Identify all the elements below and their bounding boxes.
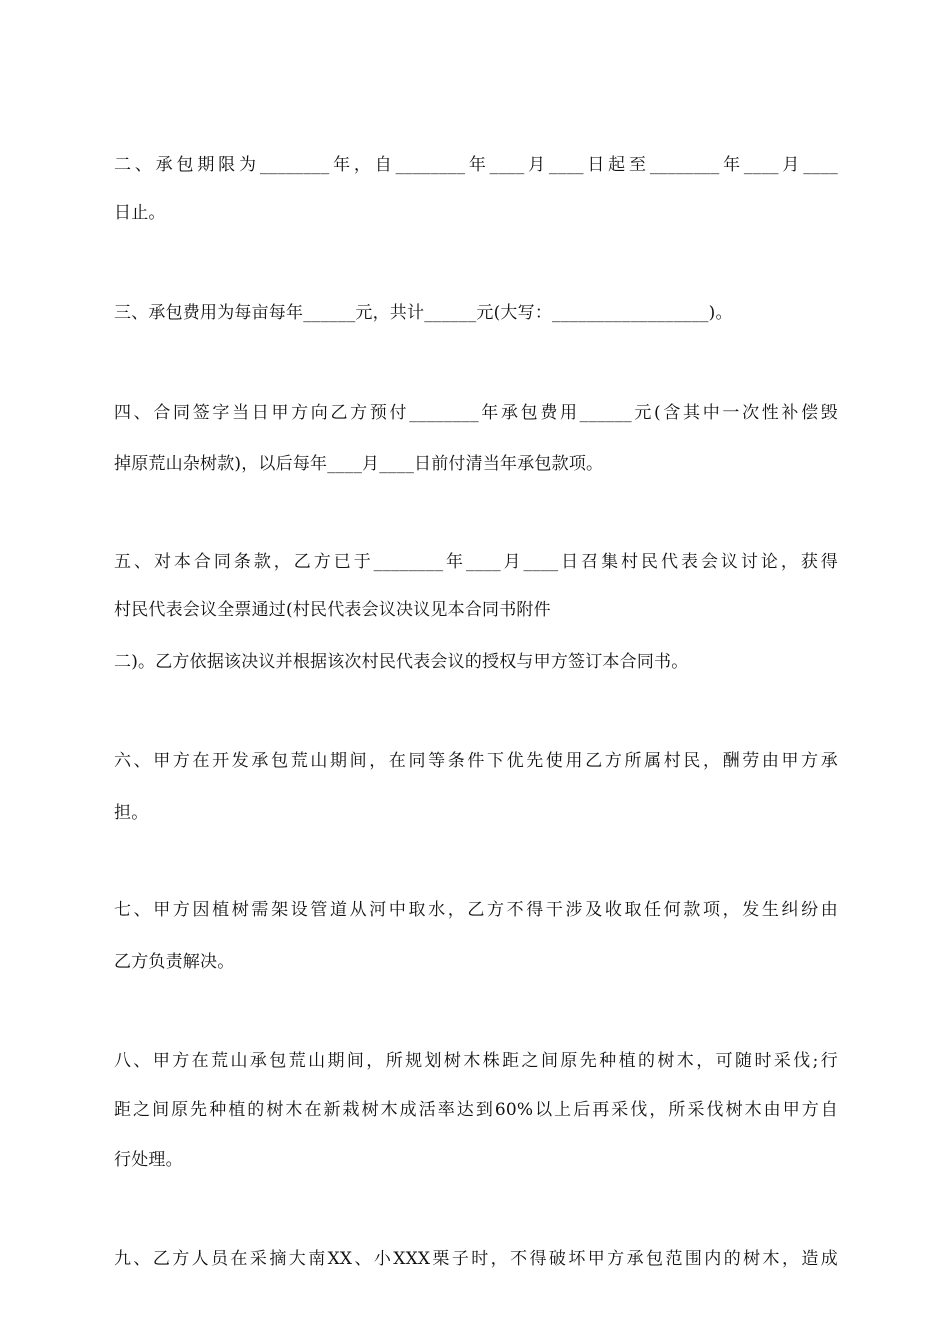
clause-5-line-1: 五、对本合同条款，乙方已于________年____月____日召集村民代表会议讨论，获得 [114,552,838,572]
clause-8-line-1: 八、甲方在荒山承包荒山期间，所规划树木株距之间原先种植的树木，可随时采伐;行 [114,1051,838,1071]
clause-8-line-2: 距之间原先种植的树木在新栽树木成活率达到60%以上后再采伐，所采伐树木由甲方自 [114,1100,838,1120]
clause-5-line-2: 村民代表会议全票通过(村民代表会议决议见本合同书附件 [114,600,551,620]
clause-4-line-1: 四、合同签字当日甲方向乙方预付________年承包费用______元(含其中一次性补偿毁 [114,403,838,423]
clause-9-line-1: 九、乙方人员在采摘大南XX、小XXX栗子时，不得破坏甲方承包范围内的树木，造成 [114,1249,838,1269]
clause-7-line-2: 乙方负责解决。 [114,952,235,972]
clause-3-line-1: 三、承包费用为每亩每年______元，共计______元(大写：__________________)。 [114,303,733,323]
clause-2-line-2: 日止。 [114,203,166,223]
clause-4-line-2: 掉原荒山杂树款)，以后每年____月____日前付清当年承包款项。 [114,454,604,474]
clause-5-line-3: 二)。乙方依据该决议并根据该次村民代表会议的授权与甲方签订本合同书。 [114,652,689,672]
clause-6-line-2: 担。 [114,803,149,823]
clause-7-line-1: 七、甲方因植树需架设管道从河中取水，乙方不得干涉及收取任何款项，发生纠纷由 [114,900,838,920]
clause-6-line-1: 六、甲方在开发承包荒山期间，在同等条件下优先使用乙方所属村民，酬劳由甲方承 [114,751,838,771]
clause-8-line-3: 行处理。 [114,1150,183,1170]
clause-2-line-1: 二、承包期限为________年，自________年____月____日起至________年____月____ [114,155,838,175]
